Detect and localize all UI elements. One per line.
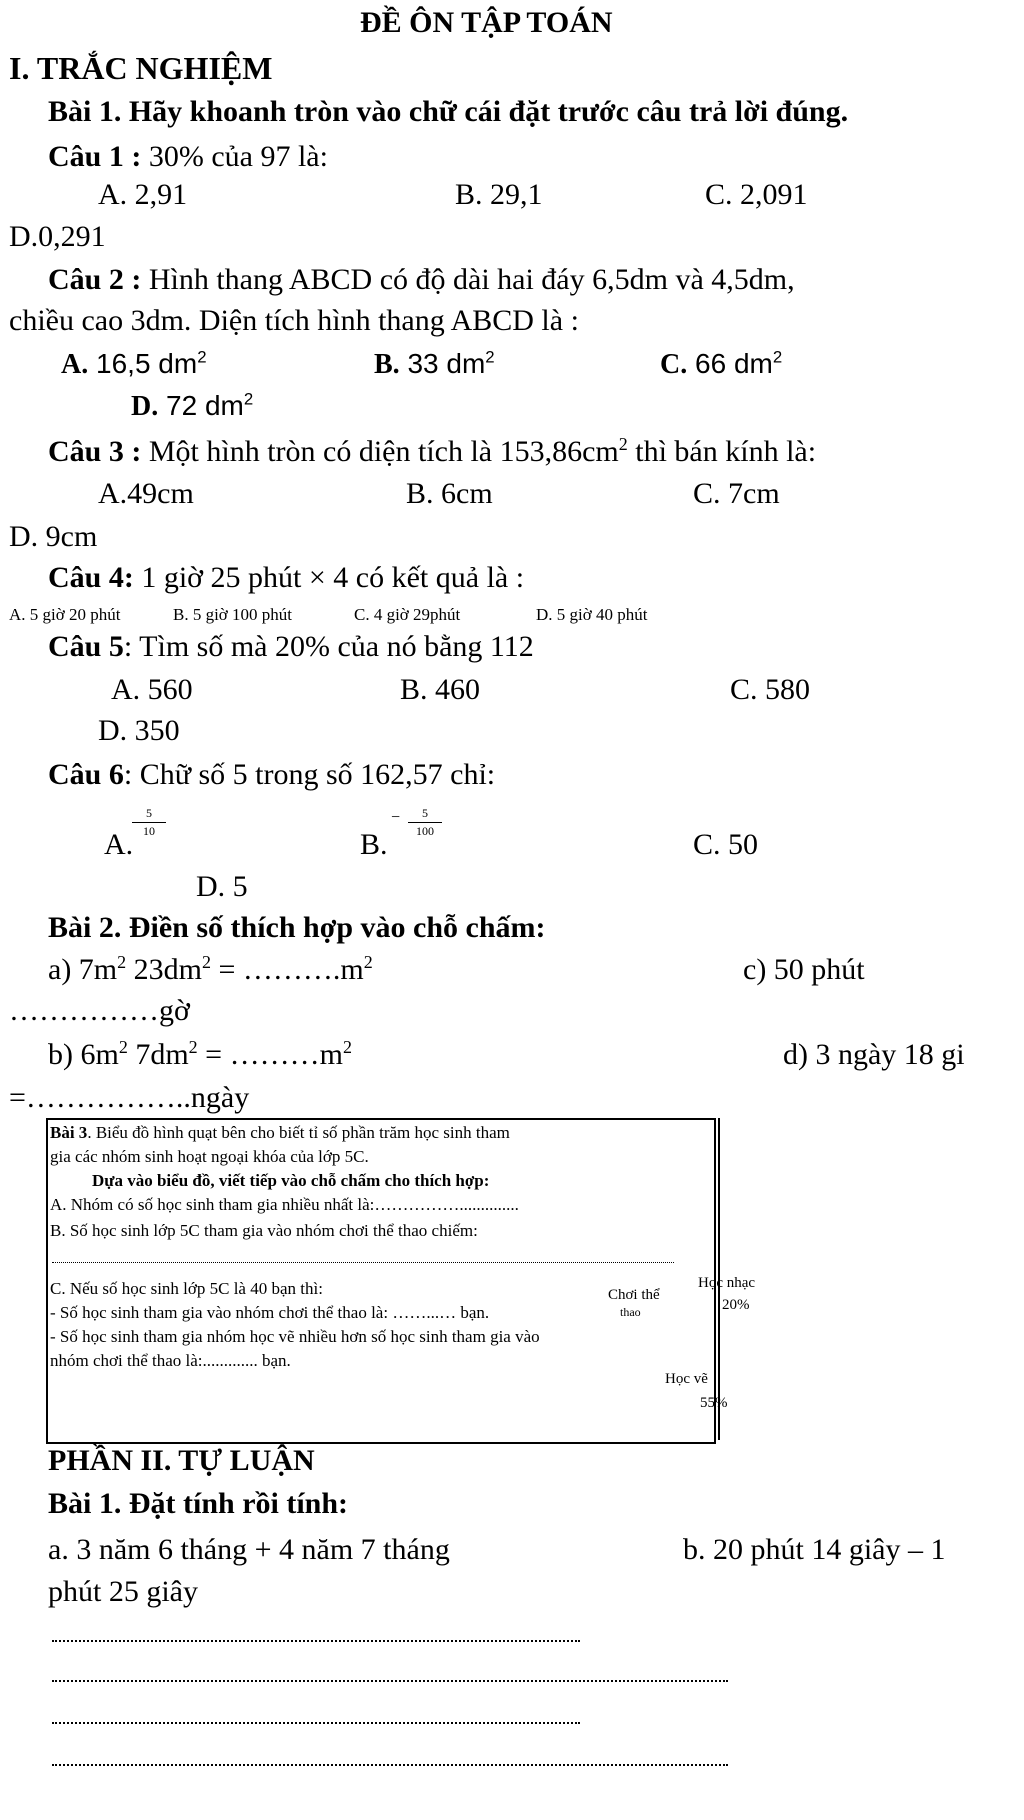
bai3-label: Bài 3 <box>50 1123 88 1142</box>
question-6 <box>48 760 495 790</box>
option-value: 72 dm <box>166 390 244 421</box>
q2-option-d[interactable] <box>131 389 254 422</box>
denominator: 100 <box>416 824 434 838</box>
part-2-heading: PHẦN II. TỰ LUẬN <box>48 1444 315 1477</box>
question-text: 30% của 97 là: <box>141 140 328 173</box>
q4-option-d[interactable]: D. 5 giờ 40 phút <box>536 605 648 624</box>
bai3-line1 <box>50 1124 510 1141</box>
exercise-2-title: Bài 2. Điền số thích hợp vào chỗ chấm: <box>48 911 546 944</box>
q4-option-c[interactable]: C. 4 giờ 29phút <box>354 605 461 624</box>
option-value: 33 dm <box>407 348 486 379</box>
exponent: 2 <box>772 347 783 367</box>
q5-option-d[interactable]: D. 350 <box>98 714 180 747</box>
bai3-line-c1: - Số học sinh tham gia vào nhóm chơi thể thao là: ……...… bạn. <box>50 1303 490 1322</box>
bai2-a <box>48 952 373 986</box>
bai2-d-cont: =……………..ngày <box>9 1081 250 1114</box>
question-text: : Chữ số 5 trong số 162,57 chỉ: <box>123 758 496 791</box>
answer-line-4 <box>52 1764 728 1766</box>
option-letter: A. <box>61 349 89 380</box>
exponent: 2 <box>485 347 495 367</box>
exponent: 2 <box>188 1037 198 1057</box>
chart-label-music: Học nhạc <box>698 1275 756 1291</box>
answer-line-2 <box>52 1680 728 1682</box>
answer-line-1 <box>52 1640 580 1642</box>
option-value: 16,5 dm <box>96 348 198 379</box>
option-value: 66 dm <box>695 348 773 379</box>
option-letter: B. <box>374 349 400 380</box>
answer-dots <box>52 1262 674 1263</box>
question-1 <box>48 142 328 172</box>
question-label: Câu 2 : <box>48 263 142 296</box>
q6-fraction-a <box>132 806 166 839</box>
option-letter: D. <box>131 391 159 422</box>
text-part: 23dm <box>126 953 202 986</box>
bai3-line3: Dựa vào biểu đồ, viết tiếp vào chỗ chấm cho thích hợp: <box>92 1171 490 1190</box>
question-2 <box>48 265 795 295</box>
exponent: 2 <box>243 389 254 409</box>
question-label: Câu 5 <box>48 630 124 663</box>
chart-label-sport-2: thao <box>620 1305 641 1319</box>
q6-option-b[interactable]: B. <box>360 828 388 861</box>
chart-label-art-pct: 55% <box>700 1395 728 1411</box>
bai2-c: c) 50 phút <box>743 953 865 986</box>
q3-option-b[interactable]: B. 6cm <box>406 477 493 510</box>
question-4 <box>48 563 524 593</box>
text-part: a) 7m <box>48 953 118 986</box>
question-text-end: thì bán kính là: <box>627 435 817 468</box>
bai3-line-b: B. Số học sinh lớp 5C tham gia vào nhóm chơi thể thao chiếm: <box>50 1221 478 1240</box>
page-title: ĐỀ ÔN TẬP TOÁN <box>360 6 613 39</box>
q5-option-a[interactable]: A. 560 <box>111 673 193 706</box>
q6-option-d[interactable]: D. 5 <box>196 870 248 903</box>
bai3-line-c2: - Số học sinh tham gia nhóm học vẽ nhiều hơn số học sinh tham gia vào <box>50 1327 540 1346</box>
minus-sign: − <box>391 809 401 826</box>
part-2-b-cont: phút 25 giây <box>48 1575 198 1608</box>
question-text: Một hình tròn có diện tích là 153,86cm <box>141 435 619 468</box>
exponent: 2 <box>363 952 373 972</box>
text-part: b) 6m <box>48 1038 119 1071</box>
q2-option-a[interactable] <box>61 347 207 380</box>
chart-label-sport: Chơi thể <box>608 1287 660 1303</box>
bai2-b <box>48 1037 352 1071</box>
bai3-line2: gia các nhóm sinh hoạt ngoại khóa của lớp 5C. <box>50 1147 369 1166</box>
denominator: 10 <box>143 824 155 838</box>
exponent: 2 <box>118 1037 128 1057</box>
chart-label-art: Học vẽ <box>665 1371 708 1387</box>
question-text: 1 giờ 25 phút × 4 có kết quả là : <box>133 561 525 594</box>
q1-option-c[interactable]: C. 2,091 <box>705 178 808 211</box>
question-text: : Tìm số mà 20% của nó bằng 112 <box>123 630 534 663</box>
q3-option-d[interactable]: D. 9cm <box>9 520 98 553</box>
option-letter: C. <box>660 349 688 380</box>
q2-option-c[interactable] <box>660 347 783 380</box>
q5-option-c[interactable]: C. 580 <box>730 673 811 706</box>
q2-option-b[interactable] <box>374 347 495 380</box>
exercise-1-title: Bài 1. Hãy khoanh tròn vào chữ cái đặt trước câu trả lời đúng. <box>48 95 849 128</box>
q4-option-a[interactable]: A. 5 giờ 20 phút <box>9 605 121 624</box>
question-3 <box>48 434 817 468</box>
text-part: = ………m <box>197 1038 343 1071</box>
question-label: Câu 4: <box>48 561 134 594</box>
q6-option-c[interactable]: C. 50 <box>693 828 759 861</box>
bai3-line1-text: . Biểu đồ hình quạt bên cho biết tỉ số phần trăm học sinh tham <box>87 1123 510 1142</box>
bai3-line-a: A. Nhóm có số học sinh tham gia nhiều nhất là:…………….............. <box>50 1195 519 1214</box>
question-label: Câu 3 : <box>48 435 142 468</box>
part-2-a: a. 3 năm 6 tháng + 4 năm 7 tháng <box>48 1533 450 1566</box>
q6-fraction-b <box>408 806 442 839</box>
question-5 <box>48 632 534 662</box>
bai3-line-c3: nhóm chơi thể thao là:............. bạn. <box>50 1351 291 1370</box>
chart-label-music-pct: 20% <box>722 1297 750 1313</box>
exponent: 2 <box>618 434 628 454</box>
q1-option-d[interactable]: D.0,291 <box>9 220 106 253</box>
text-part: 7dm <box>127 1038 189 1071</box>
section-heading: I. TRẮC NGHIỆM <box>9 50 273 86</box>
exponent: 2 <box>342 1037 352 1057</box>
q4-option-b[interactable]: B. 5 giờ 100 phút <box>173 605 293 624</box>
numerator: 5 <box>408 806 442 823</box>
q1-option-b[interactable]: B. 29,1 <box>455 178 543 211</box>
numerator: 5 <box>132 806 166 823</box>
q5-option-b[interactable]: B. 460 <box>400 673 481 706</box>
q1-option-a[interactable]: A. 2,91 <box>98 178 188 211</box>
bai3-line-c: C. Nếu số học sinh lớp 5C là 40 bạn thì: <box>50 1279 323 1298</box>
answer-line-3 <box>52 1722 580 1724</box>
question-label: Câu 6 <box>48 758 124 791</box>
bai2-c-cont: ……………gờ <box>9 994 190 1027</box>
q3-option-a[interactable]: A.49cm <box>98 477 194 510</box>
q3-option-c[interactable]: C. 7cm <box>693 477 780 510</box>
text-part: = ……….m <box>210 953 364 986</box>
q6-option-a[interactable]: A. <box>104 828 134 861</box>
question-2-cont: chiều cao 3dm. Diện tích hình thang ABCD là : <box>9 304 579 337</box>
bai2-d: d) 3 ngày 18 gi <box>783 1038 965 1071</box>
question-label: Câu 1 : <box>48 140 142 173</box>
exponent: 2 <box>117 952 127 972</box>
question-text: Hình thang ABCD có độ dài hai đáy 6,5dm và 4,5dm, <box>141 263 795 296</box>
part-2-b: b. 20 phút 14 giây – 1 <box>683 1533 946 1566</box>
exponent: 2 <box>201 952 211 972</box>
exponent: 2 <box>197 347 207 367</box>
part-2-exercise-1: Bài 1. Đặt tính rồi tính: <box>48 1487 349 1520</box>
